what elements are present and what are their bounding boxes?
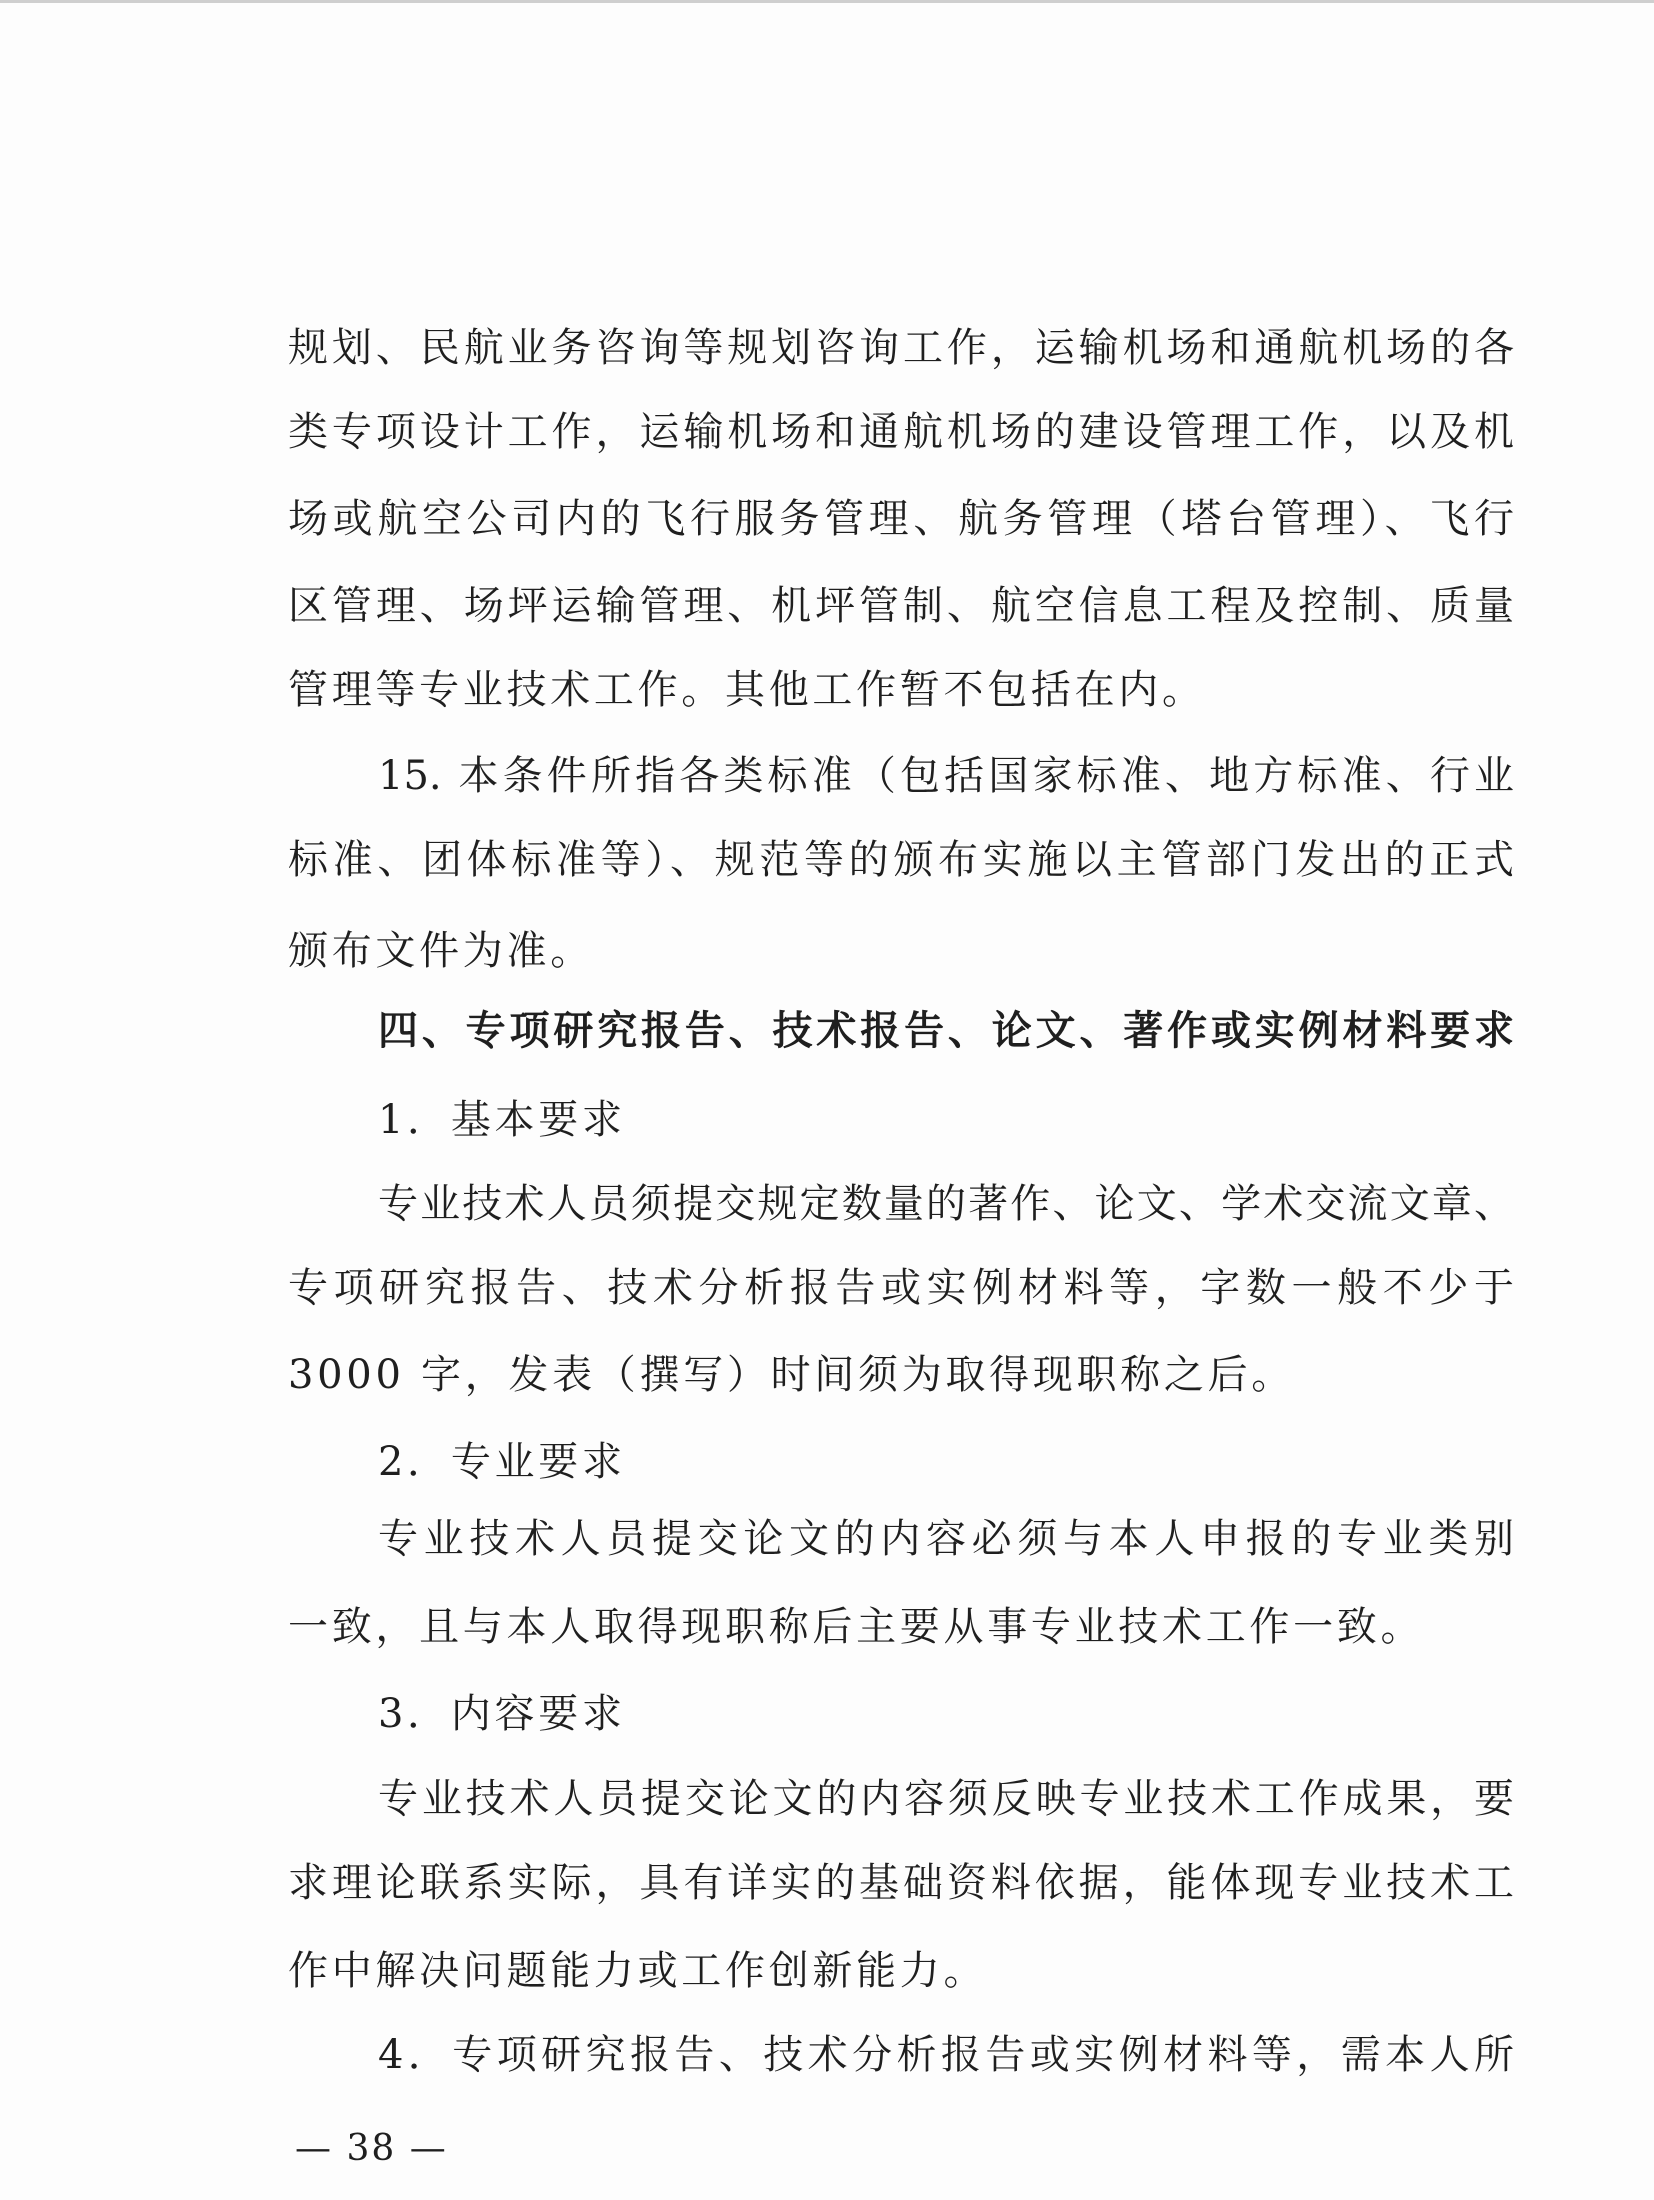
paragraph-line: 管理等专业技术工作。其他工作暂不包括在内。	[288, 667, 1206, 713]
paragraph-line: 专业技术人员提交论文的内容必须与本人申报的专业类别	[378, 1516, 1514, 1562]
scan-edge	[0, 0, 1654, 3]
subsection-title: 2．专业要求	[378, 1439, 626, 1485]
subsection-title: 3．内容要求	[378, 1691, 626, 1737]
paragraph-line: 类专项设计工作，运输机场和通航机场的建设管理工作，以及机	[288, 409, 1514, 455]
subsection-title: 1．基本要求	[378, 1097, 626, 1143]
paragraph-line: 规划、民航业务咨询等规划咨询工作，运输机场和通航机场的各	[288, 325, 1514, 371]
paragraph-line: 区管理、场坪运输管理、机坪管制、航空信息工程及控制、质量	[288, 583, 1514, 629]
paragraph-line: 场或航空公司内的飞行服务管理、航务管理（塔台管理）、飞行	[288, 496, 1514, 542]
paragraph-line: 求理论联系实际，具有详实的基础资料依据，能体现专业技术工	[288, 1860, 1514, 1906]
paragraph-line: 专业技术人员须提交规定数量的著作、论文、学术交流文章、	[378, 1181, 1514, 1227]
paragraph-line: 作中解决问题能力或工作创新能力。	[288, 1948, 988, 1994]
item-15-line: 颁布文件为准。	[288, 928, 594, 974]
paragraph-line: 3000 字，发表（撰写）时间须为取得现职称之后。	[288, 1352, 1296, 1398]
paragraph-line: 专项研究报告、技术分析报告或实例材料等，字数一般不少于	[288, 1265, 1514, 1311]
section-heading: 四、专项研究报告、技术报告、论文、著作或实例材料要求	[378, 1008, 1514, 1054]
page-number: — 38 —	[295, 2128, 448, 2169]
paragraph-line: 一致，且与本人取得现职称后主要从事专业技术工作一致。	[288, 1604, 1425, 1650]
paragraph-line: 专业技术人员提交论文的内容须反映专业技术工作成果，要	[378, 1776, 1514, 1822]
item-15-line: 15. 本条件所指各类标准（包括国家标准、地方标准、行业	[378, 753, 1514, 799]
subsection-title: 4．专项研究报告、技术分析报告或实例材料等，需本人所	[378, 2032, 1514, 2078]
item-15-line: 标准、团体标准等）、规范等的颁布实施以主管部门发出的正式	[288, 837, 1514, 883]
